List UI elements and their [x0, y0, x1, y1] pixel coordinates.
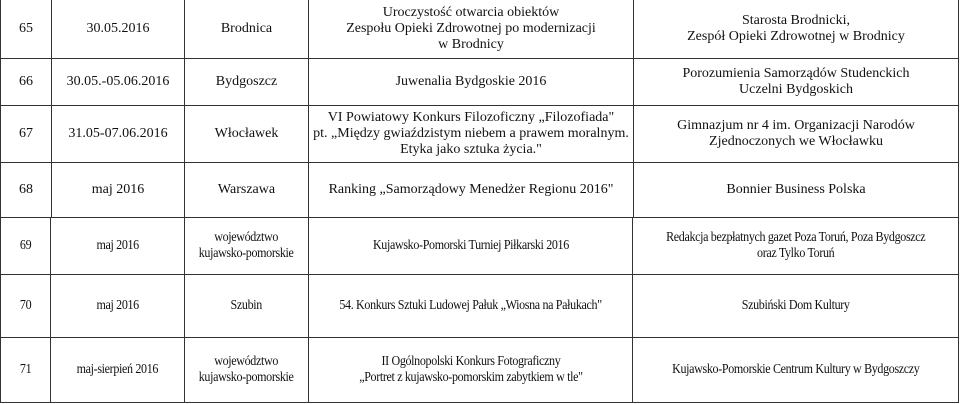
event-text: Kujawsko-Pomorski Turniej Piłkarski 2016: [372, 238, 569, 253]
cell-place: [185, 59, 309, 106]
event-text: II Ogólnopolski Konkurs Fotograficzny: [381, 354, 560, 369]
no-text: 70: [19, 298, 32, 313]
place-text: Warszawa: [217, 182, 276, 197]
cell-place: [185, 106, 309, 163]
no-text: 67: [19, 126, 33, 141]
place-text: Włocławek: [214, 126, 279, 141]
organizer-text: Gimnazjum nr 4 im. Organizacji Narodów: [677, 118, 915, 133]
organizer-text: Szubiński Dom Kultury: [741, 298, 850, 313]
place-text: Szubin: [230, 298, 263, 313]
table-row: [1, 0, 959, 59]
organizer-text: Porozumienia Samorządów Studenckich: [682, 66, 910, 81]
cell-event: [309, 338, 633, 403]
date-text: maj 2016: [96, 298, 139, 313]
cell-organizer: [633, 218, 959, 275]
table-row: [1, 218, 959, 275]
organizer-text: Bonnier Business Polska: [726, 182, 866, 197]
date-text: maj 2016: [96, 238, 139, 253]
organizer-text: Zjednoczonych we Włocławku: [709, 134, 883, 149]
cell-no: [1, 163, 52, 218]
date-text: maj-sierpień 2016: [76, 362, 159, 377]
cell-date: [51, 275, 185, 338]
cell-event: [309, 275, 633, 338]
cell-organizer: [633, 275, 959, 338]
cell-date: [52, 106, 185, 163]
table-row: [1, 163, 959, 218]
cell-event: [309, 163, 634, 218]
cell-event: [309, 0, 634, 59]
event-text: Zespołu Opieki Zdrowotnej po modernizacji: [346, 21, 596, 36]
no-text: 69: [19, 238, 32, 253]
cell-organizer: [633, 338, 959, 403]
cell-event: [309, 218, 633, 275]
place-text: kujawsko-pomorskie: [199, 370, 294, 385]
cell-date: [51, 338, 185, 403]
cell-place: [185, 338, 309, 403]
place-text: Bydgoszcz: [215, 74, 278, 89]
cell-event: [309, 106, 634, 163]
organizer-text: Uczelni Bydgoskich: [739, 82, 853, 97]
organizer-text: Starosta Brodnicki,: [741, 13, 851, 28]
place-text: województwo: [214, 354, 279, 369]
event-text: Ranking „Samorządowy Menedżer Regionu 2016": [328, 182, 614, 197]
cell-event: [309, 59, 634, 106]
place-text: Brodnica: [220, 21, 273, 36]
organizer-text: Redakcja bezpłatnych gazet Poza Toruń, Poza Bydgoszcz: [665, 230, 926, 245]
events-table-bottom: [0, 217, 959, 403]
organizer-text: oraz Tylko Toruń: [756, 246, 835, 261]
table-row: [1, 106, 959, 163]
cell-place: [185, 275, 309, 338]
no-text: 71: [19, 362, 32, 377]
table-row: [1, 59, 959, 106]
cell-date: [52, 59, 185, 106]
event-text: VI Powiatowy Konkurs Filozoficzny „Filozofiada": [327, 110, 615, 125]
cell-no: [1, 106, 52, 163]
cell-organizer: [634, 59, 959, 106]
event-text: Juwenalia Bydgoskie 2016: [395, 74, 547, 89]
event-text: Etyka jako sztuka życia.": [400, 142, 542, 157]
no-text: 68: [19, 182, 33, 197]
place-text: kujawsko-pomorskie: [199, 246, 294, 261]
organizer-text: Zespół Opieki Zdrowotnej w Brodnicy: [687, 29, 905, 44]
event-text: 54. Konkurs Sztuki Ludowej Pałuk „Wiosna na Pałukach": [339, 298, 602, 313]
cell-date: [52, 0, 185, 59]
cell-no: [1, 338, 51, 403]
event-text: Uroczystość otwarcia obiektów: [382, 5, 560, 20]
cell-no: [1, 275, 51, 338]
organizer-text: Kujawsko-Pomorskie Centrum Kultury w Bydgoszczy: [671, 362, 920, 377]
event-text: w Brodnicy: [438, 37, 504, 52]
cell-place: [185, 218, 309, 275]
cell-organizer: [634, 0, 959, 59]
cell-no: [1, 0, 52, 59]
cell-no: [1, 59, 52, 106]
cell-date: [51, 218, 185, 275]
no-text: 65: [19, 21, 33, 36]
event-text: pt. „Między gwiaździstym niebem a prawem moralnym.: [313, 126, 629, 141]
cell-date: [52, 163, 185, 218]
date-text: 30.05.2016: [86, 21, 150, 36]
cell-organizer: [634, 163, 959, 218]
cell-organizer: [634, 106, 959, 163]
event-text: „Portret z kujawsko-pomorskim zabytkiem w tle": [358, 370, 583, 385]
table-row: [1, 275, 959, 338]
no-text: 66: [19, 74, 33, 89]
cell-place: [185, 163, 309, 218]
date-text: 31.05-07.06.2016: [68, 126, 168, 141]
cell-place: [185, 0, 309, 59]
date-text: maj 2016: [91, 182, 145, 197]
cell-no: [1, 218, 51, 275]
date-text: 30.05.-05.06.2016: [66, 74, 170, 89]
table-row: [1, 338, 959, 403]
place-text: województwo: [214, 230, 279, 245]
